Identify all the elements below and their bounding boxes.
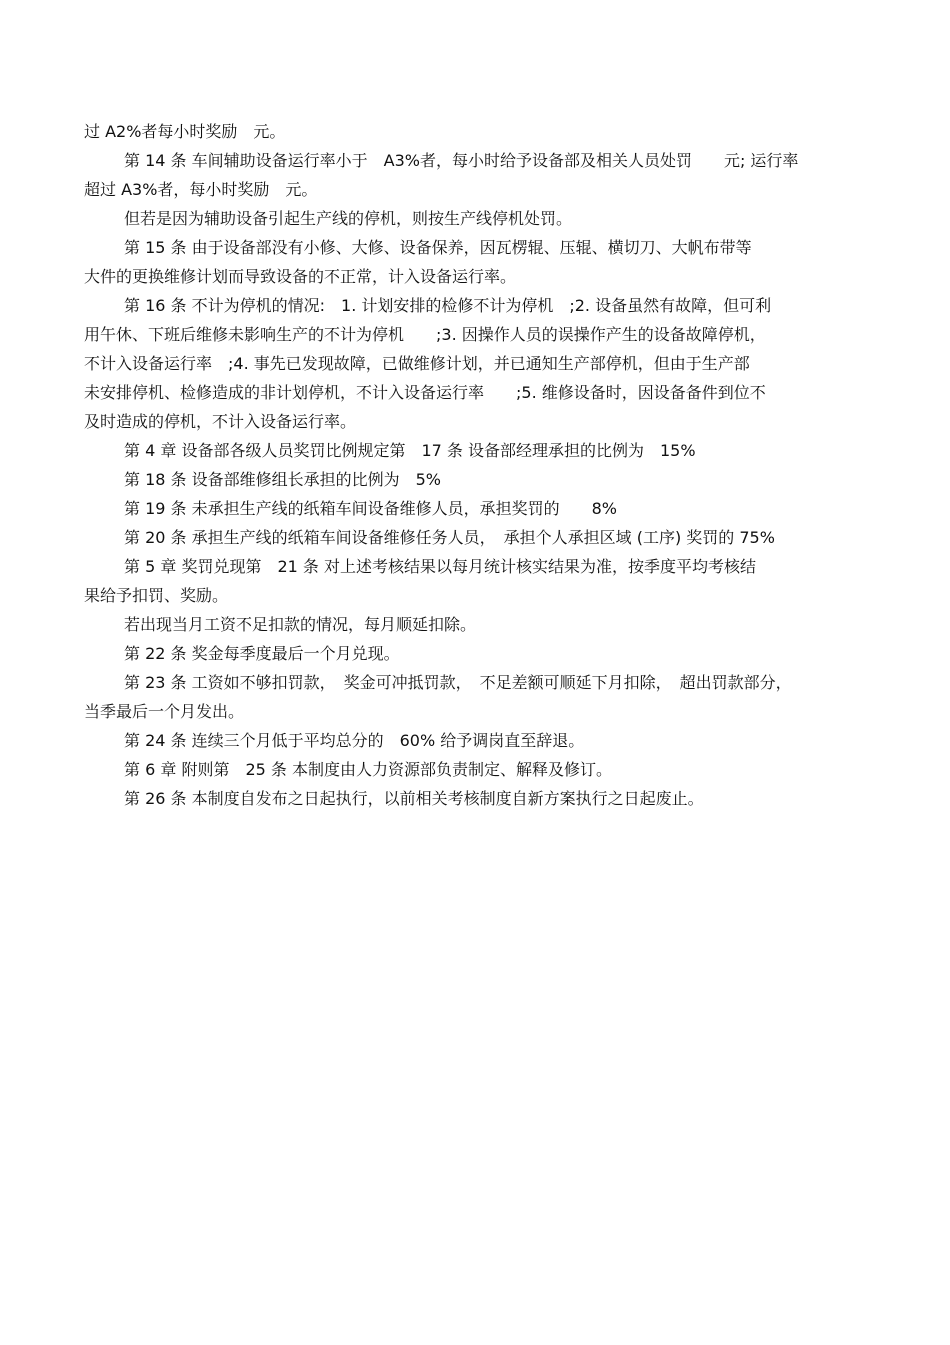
text-line: 若出现当月工资不足扣款的情况，每月顺延扣除。 [124, 615, 477, 634]
text-line: 第 6 章 附则第 25 条 本制度由人力资源部负责制定、解释及修订。 [124, 760, 612, 779]
text-line: 第 14 条 车间辅助设备运行率小于 A3%者，每小时给予设备部及相关人员处罚 元; 运行率 [124, 151, 799, 170]
text-line: 但若是因为辅助设备引起生产线的停机，则按生产线停机处罚。 [124, 209, 573, 228]
document-body [84, 117, 874, 813]
text-line: 第 24 条 连续三个月低于平均总分的 60% 给予调岗直至辞退。 [124, 731, 585, 750]
text-line: 及时造成的停机，不计入设备运行率。 [84, 412, 357, 431]
text-line: 第 4 章 设备部各级人员奖罚比例规定第 17 条 设备部经理承担的比例为 15% [124, 441, 696, 460]
text-line: 第 16 条 不计为停机的情况: 1. 计划安排的检修不计为停机 ;2. 设备虽然有故障，但可利 [124, 296, 772, 315]
text-line: 第 15 条 由于设备部没有小修、大修、设备保养，因瓦楞辊、压辊、横切刀、大帆布带等 [124, 238, 752, 257]
text-line: 不计入设备运行率 ;4. 事先已发现故障，已做维修计划，并已通知生产部停机，但由于生产部 [84, 354, 750, 373]
text-line: 第 19 条 未承担生产线的纸箱车间设备维修人员，承担奖罚的 8% [124, 499, 618, 518]
text-line: 过 A2%者每小时奖励 元。 [84, 122, 286, 141]
text-line: 超过 A3%者，每小时奖励 元。 [84, 180, 318, 199]
text-line: 用午休、下班后维修未影响生产的不计为停机 ;3. 因操作人员的误操作产生的设备故障停机， [84, 325, 766, 344]
text-line: 第 23 条 工资如不够扣罚款， 奖金可冲抵罚款， 不足差额可顺延下月扣除， 超出罚款部分， [124, 673, 792, 692]
text-line: 第 26 条 本制度自发布之日起执行，以前相关考核制度自新方案执行之日起废止。 [124, 789, 704, 808]
text-line: 第 20 条 承担生产线的纸箱车间设备维修任务人员， 承担个人承担区域 (工序) 奖罚的 75% [124, 528, 775, 547]
text-line: 大件的更换维修计划而导致设备的不正常，计入设备运行率。 [84, 267, 517, 286]
text-line: 第 5 章 奖罚兑现第 21 条 对上述考核结果以每月统计核实结果为准，按季度平均考核结 [124, 557, 756, 576]
text-line: 果给予扣罚、奖励。 [84, 586, 229, 605]
text-line: 当季最后一个月发出。 [84, 702, 245, 721]
text-line: 第 18 条 设备部维修组长承担的比例为 5% [124, 470, 442, 489]
text-line: 未安排停机、检修造成的非计划停机，不计入设备运行率 ;5. 维修设备时，因设备备件到位不 [84, 383, 766, 402]
text-line: 第 22 条 奖金每季度最后一个月兑现。 [124, 644, 400, 663]
